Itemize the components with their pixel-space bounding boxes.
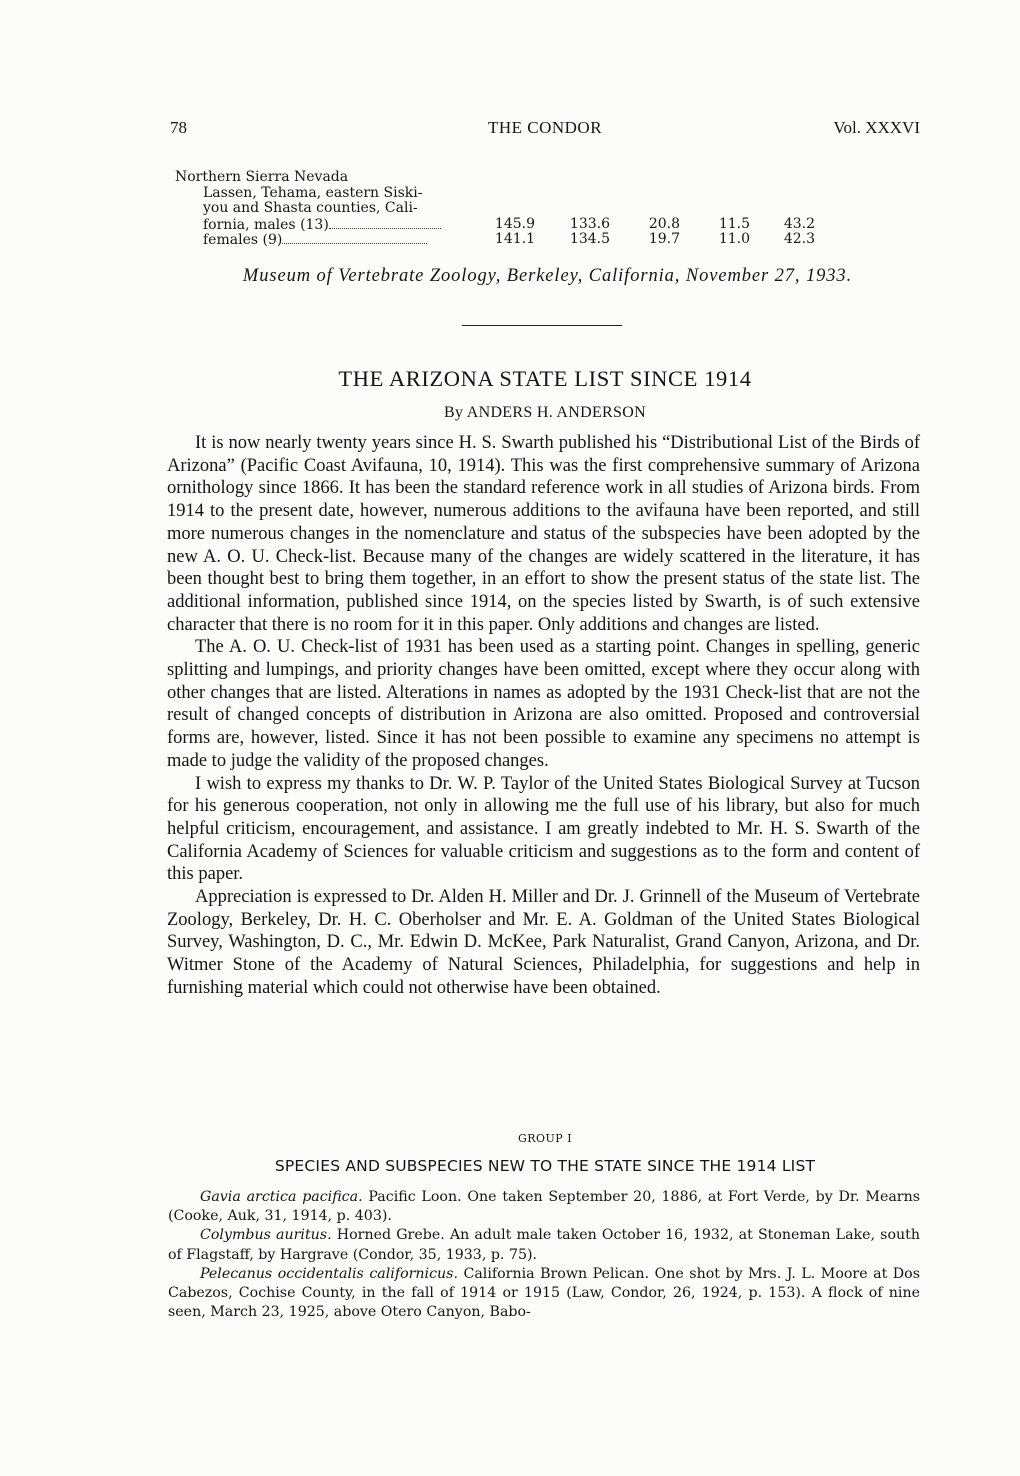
measurements-locality-line: Lassen, Tehama, eastern Siski- [203,184,423,201]
table-cell: 145.9 [494,215,535,232]
species-list [168,1188,920,1322]
measurements-locality-line: you and Shasta counties, Cali- [203,200,418,216]
article-title: THE ARIZONA STATE LIST SINCE 1914 [338,366,752,391]
species-entry [168,1265,920,1323]
measurements-table [175,170,920,248]
section-title: SPECIES AND SUBSPECIES NEW TO THE STATE SINCE THE 1914 LIST [274,1157,816,1175]
scientific-name: Pelecanus occidentalis californicus. [200,1265,458,1282]
table-cell: 43.2 [783,215,815,232]
table-cell: 11.5 [718,215,750,232]
body-paragraph: Appreciation is expressed to Dr. Alden H. Miller and Dr. J. Grinnell of the Museum of Vertebrate Zoology, Berkeley, Dr. H. C. Oberholser and Mr. E. A. Goldman of the United States Biological Survey, Washington, D. C., Mr. Edwin D. McKee, Park Naturalist, Grand Canyon, Arizona, and Dr. Witmer Stone of the Academy of Natural Sciences, Philadelphia, for suggestions and help in furnishing material which could not otherwise have been obtained. [167,887,920,998]
body-paragraph: It is now nearly twenty years since H. S. Swarth published his “Distributional List of the Birds of Arizona” (Pacific Coast Avifauna, 10, 1914). This was the first comprehensive summary of Arizona ornithology since 1866. It has been the standard reference work in all studies of Arizona birds. From 1914 to the present date, however, numerous additions to the avifauna have been reported, and still more numerous changes in the nomenclature and status of the subspecies have been adopted by the new A. O. U. Check-list. Because many of the changes are widely scattered in the literature, it has been thought best to bring them together, in an effort to show the present status of the state list. The additional information, published since 1914, on the species listed by Swarth, is of such extensive character that there is no room for it in this paper. Only additions and changes are listed. [167,433,920,635]
row-label: fornia, males (13) [203,216,329,233]
journal-title: THE CONDOR [487,118,603,137]
section-divider [462,325,622,326]
leader-dots [329,217,441,229]
species-entry [168,1188,920,1226]
measurements-row-females [175,232,920,248]
article-body [167,432,920,1000]
table-cell: 11.0 [718,231,750,247]
table-cell: 141.1 [494,231,535,247]
table-cell: 19.7 [648,231,680,247]
running-head [170,118,920,142]
measurements-region: Northern Sierra Nevada [175,169,349,185]
entry-text: Horned Grebe. An adult male taken October 16, 1932, at Stoneman Lake, south of Flagstaff, by Hargrave (Condor, 35, 1933, p. 75). [168,1227,920,1263]
table-cell: 42.3 [783,231,815,247]
scientific-name: Colymbus auritus. [200,1227,332,1244]
body-paragraph: The A. O. U. Check-list of 1931 has been used as a starting point. Changes in spelling, generic splitting and lumpings, and priority changes have been omitted, except where they occur along with other changes that are listed. Alterations in names as adopted by the 1931 Check-list that are not the result of changed concepts of distribution in Arizona are also omitted. Proposed and controversial forms are, however, listed. Since it has not been possible to examine any specimens no attempt is made to judge the validity of the proposed changes. [167,637,920,771]
measurements-row-males [175,217,920,233]
table-cell: 134.5 [569,231,610,247]
leader-dots [282,232,427,244]
table-cell: 20.8 [648,215,680,232]
article-byline: By ANDERS H. ANDERSON [444,404,646,421]
page-number: 78 [170,118,187,137]
group-label: GROUP I [517,1132,573,1145]
volume-label: Vol. XXXVI [833,118,920,137]
previous-article-signoff: Museum of Vertebrate Zoology, Berkeley, California, November 27, 1933. [242,266,853,286]
body-paragraph: I wish to express my thanks to Dr. W. P. Taylor of the United States Biological Survey at Tucson for his generous cooperation, not only in allowing me the full use of his library, but also for much helpful criticism, encouragement, and assistance. I am greatly indebted to Mr. H. S. Swarth of the California Academy of Sciences for valuable criticism and suggestions as to the form and content of this paper. [167,773,920,885]
scientific-name: Gavia arctica pacifica. [200,1189,363,1205]
row-label: females (9) [203,232,283,248]
table-cell: 133.6 [569,215,610,232]
entry-text: Pacific Loon. One taken September 20, 1886, at Fort Verde, by Dr. Mearns (Cooke, Auk, 31, 1914, p. 403). [168,1189,920,1225]
entry-text: California Brown Pelican. One shot by Mrs. J. L. Moore at Dos Cabezos, Cochise County, in the fall of 1914 or 1915 (Law, Condor, 26, 1924, p. 153). A flock of nine seen, March 23, 1925, above Otero Canyon, Babo- [168,1265,920,1321]
species-entry [168,1226,920,1264]
